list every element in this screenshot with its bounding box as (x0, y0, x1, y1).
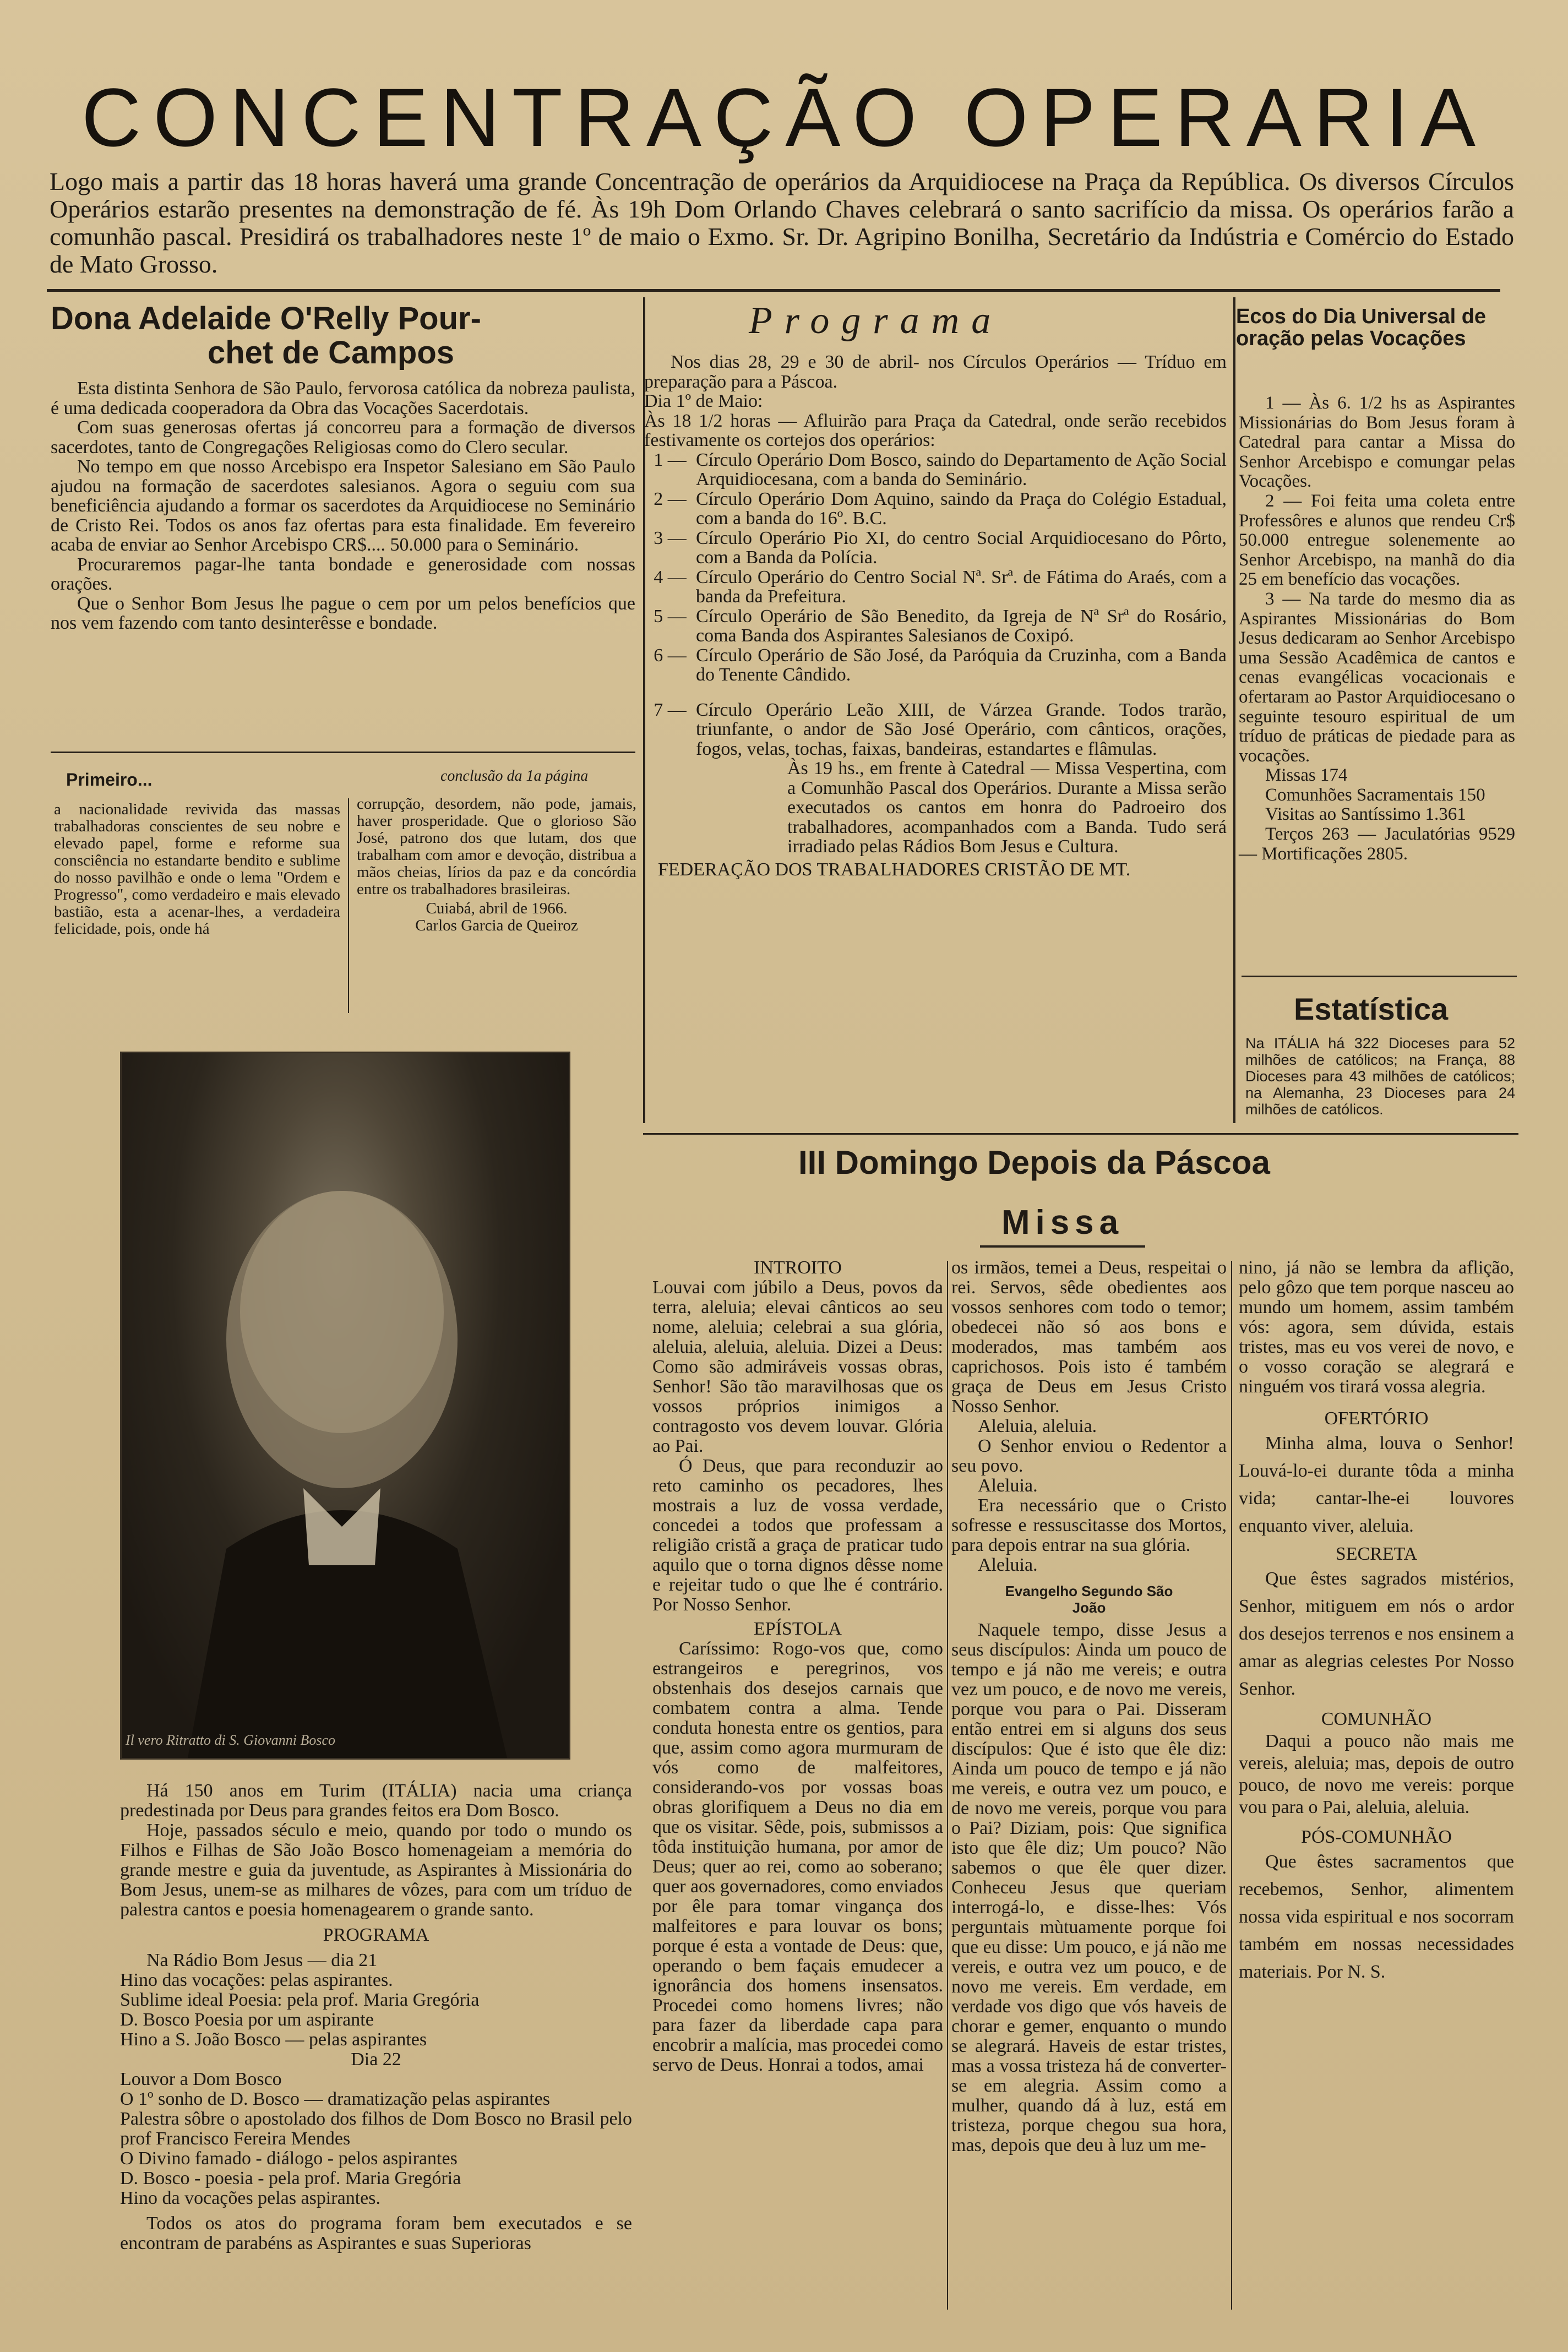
epistola-title: EPÍSTOLA (754, 1619, 842, 1639)
portrait-photo (120, 1052, 570, 1760)
dona-title-line2: chet de Campos (208, 335, 454, 371)
secreta-text: Que êstes sagrados mistérios, Senhor, mitiguem em nós o ardor dos desejos terrenos e nos ensinem a amar as alegrias celestes Por Nosso Senhor. (1239, 1569, 1514, 1699)
bosco-program-line: D. Bosco Poesia por um aspirante (120, 2010, 374, 2030)
missa-col3 (1239, 1258, 1514, 1986)
poscomunhao-title: PÓS-COMUNHÃO (1301, 1827, 1452, 1847)
bosco-program-title: PROGRAMA (323, 1925, 429, 1945)
ecos-item: 3 — Na tarde do mesmo dia as Aspirantes Missionárias do Bom Jesus dedicaram ao Senhor Arcebispo uma Sessão Acadêmica de cantos e cenas evangélicas vocacionais e ofertaram ao Pastor Arquidiocesano o seguinte tesouro espiritual de um tríduo de práticas de piedade para as vocações. (1239, 589, 1515, 766)
bosco-program-line: Hino das vocações: pelas aspirantes. (120, 1970, 393, 1990)
evangelho-text: Naquele tempo, disse Jesus a seus discípulos: Ainda um pouco de tempo e já não me vereis; e outra vez um pouco, e de novo me vereis, porque vou para o Pai. Disseram então entrei em si alguns dos seus discípulos: Que é isto que êle diz: Ainda um pouco de tempo e já não me vereis, e outra vez um pouco, e de novo me vereis, porque vou para o Pai? Diziam, pois: Que significa isto que êle diz; Um pouco? Não sabemos o que êle quer dizer. Conheceu Jesus que queriam interrogá-lo, e disse-lhes: Vós perguntais mùtuamente porque foi que eu disse: Um pouco, e já não me vereis, e outra vez um pouco, e de novo me vereis. Em verdade, em verdade vos digo que vós haveis de chorar e gemer, enquanto o mundo se alegrará. Haveis de estar tristes, mas a vossa tristeza há de converter-se em alegria. Assim como a mulher, quando dá à luz, está em tristeza, porque chegou sua hora, mas, depois que deu à luz um me- (951, 1620, 1227, 2155)
ecos-title: Ecos do Dia Universal de oração pelas Vocações (1236, 305, 1487, 350)
programa-item: 6 — Círculo Operário de São José, da Paróquia da Cruzinha, com a Banda do Tenente Cândido. (654, 645, 1227, 685)
intro-paragraph: Logo mais a partir das 18 horas haverá uma grande Concentração de operários da Arquidiocese na Praça da República. Os diversos Círculos Operários estarão presentes na demonstração de fé. Às 19h Dom Orlando Chaves celebrará o santo sacrifício da missa. Os operários farão a comunhão pascal. Presidirá os trabalhadores neste 1º de maio o Exmo. Sr. Dr. Agripino Bonilha, Secretário da Indústria e Comércio do Estado de Mato Grosso. (50, 167, 1514, 278)
poscomunhao-text: Que êstes sacramentos que recebemos, Senhor, alimentem nossa vida espiritual e nos socorram também em nossas necessidades materiais. Por N. S. (1239, 1852, 1514, 1982)
ecos-stat: Terços 263 — Jaculatórias 9529 — Mortificações 2805. (1239, 824, 1515, 864)
bosco-article (120, 1781, 632, 2253)
primeiro-author: Carlos Garcia de Queiroz (415, 917, 578, 934)
ecos-stat: Missas 174 (1265, 765, 1348, 786)
missa-divider-2 (1231, 1261, 1232, 2310)
programa-item: 4 — Círculo Operário do Centro Social Nª. Srª. de Fátima do Araés, com a banda da Prefeitura. (654, 567, 1227, 607)
ecos-item: 1 — Às 6. 1/2 hs as Aspirantes Missionárias do Bom Jesus foram à Catedral para cantar a Missa do Senhor Arcebispo e comungar pelas Vocações. (1239, 393, 1515, 492)
primeiro-divider (348, 798, 349, 1013)
domingo-title: III Domingo Depois da Páscoa (798, 1144, 1270, 1181)
dona-paragraph: Que o Senhor Bom Jesus lhe pague o cem por um pelos benefícios que nos vem fazendo com tanto desinterêsse e bondade. (51, 593, 635, 633)
aleluia: Aleluia. (978, 1476, 1038, 1496)
introito-text: Louvai com júbilo a Deus, povos da terra, aleluia; elevai cânticos ao seu nome, aleluia; celebrai a sua glória, aleluia, aleluia, aleluia. Dizei a Deus: Como são admiráveis vossas obras, Senhor! São tão maravilhosas que os vossos próprios inimigos a contragosto vos devem louvar. Glória ao Pai. (652, 1277, 943, 1456)
dona-paragraph: Procuraremos pagar-lhe tanta bondade e generosidade com nossas orações. (51, 554, 635, 594)
epistola-text: Caríssimo: Rogo-vos que, como estrangeiros e peregrinos, vos obstenhais dos desejos carnais que combatem contra a alma. Tende conduta honesta entre os gentios, para que, assim como agora murmuram de vós como de malfeitores, considerando-vos por vossas boas obras glorifiquem a Deus no dia em que os visitar. Sêde, pois, submissos a tôda instituição humana, por amor de Deus; quer ao rei, como ao soberano; quer aos governadores, como enviados por êle para tomar vingança dos malfeitores e para louvar os bons; porque é esta a vontade de Deus: que, operando o bem façais emudecer a ignorância dos homens insensatos. Procedei como homens livres; não para fazer da liberdade capa para encobrir a malícia, mas procedei como servo de Deus. Honrai a todos, amai (652, 1638, 943, 2075)
primeiro-place-date: Cuiabá, abril de 1966. (426, 900, 568, 917)
top-rule (47, 289, 1500, 292)
primeiro-right-block (357, 796, 636, 934)
aleluia: Aleluia, aleluia. (978, 1416, 1097, 1436)
ofertorio-title: OFERTÓRIO (1324, 1408, 1429, 1429)
programa-item: 3 — Círculo Operário Pio XI, do centro Social Arquidiocesano do Pôrto, com a Banda da Polícia. (654, 527, 1227, 568)
estatistica-text: Na ITÁLIA há 322 Dioceses para 52 milhões de católicos; na França, 88 Dioceses para 43 milhões de católicos; na Alemanha, 23 Dioceses para 24 milhões de católicos. (1245, 1035, 1515, 1118)
ecos-stat: Visitas ao Santíssimo 1.361 (1265, 804, 1466, 825)
oracao-text: Ó Deus, que para reconduzir ao reto caminho os pecadores, lhes mostrais a luz de vossa verdade, concedei a todos que professam a religião cristã a graça de praticar tudo aquilo que o torna dignos dêsse nome e rejeitar tudo o que lhe é contrário. Por Nosso Senhor. (652, 1456, 943, 1615)
programa-article (644, 352, 1227, 879)
ofertorio-text: Minha alma, louva o Senhor! Louvá-lo-ei durante tôda a minha vida; cantar-lhe-ei louvores enquanto viver, aleluia. (1239, 1433, 1514, 1536)
domingo-top-rule (643, 1133, 1518, 1135)
primeiro-conclusion-label: conclusão da 1a página (440, 767, 589, 785)
bosco-program-line: Louvor a Dom Bosco (120, 2069, 282, 2089)
comunhao-title: COMUNHÃO (1321, 1709, 1432, 1729)
bosco-program-line: Dia 22 (351, 2049, 401, 2070)
bosco-closing: Todos os atos do programa foram bem executados e se encontram de parabéns as Aspirantes e suas Superioras (120, 2213, 632, 2253)
missa-col2-text: os irmãos, temei a Deus, respeitai o rei. Servos, sêde obedientes aos vossos senhores com todo o temor; obedecei não só aos bons e moderados, mas também aos caprichosos. Pois isto é também graça de Deus em Jesus Cristo Nosso Senhor. (951, 1257, 1227, 1417)
bosco-program-line: Sublime ideal Poesia: pela prof. Maria Gregória (120, 1990, 480, 2010)
ecos-article (1239, 394, 1515, 864)
missa-col2-text: Era necessário que o Cristo sofresse e ressuscitasse dos Mortos, para depois entrar na sua glória. (951, 1495, 1227, 1555)
bosco-program-line: Hino a S. João Bosco — pelas aspirantes (120, 2029, 427, 2050)
programa-closing: Às 19 hs., em frente à Catedral — Missa Vespertina, com a Comunhão Pascal dos Operários. Durante a Missa serão executados os cantos em honra do Padroeiro dos trabalhadores, acompanhados com a Banda. Tudo será irradiado pelas Rádios Bom Jesus e Cultura. (787, 758, 1227, 857)
programa-line: Às 18 1/2 horas — Afluirão para Praça da Catedral, onde serão recebidos festivamente os cortejos dos operários: (644, 410, 1227, 450)
comunhao-text: Daqui a pouco não mais me vereis, aleluia; mas, depois de outro pouco, de novo me vereis: porque vou para o Pai, aleluia, aleluia. (1239, 1731, 1514, 1817)
missa-title: Missa (1001, 1204, 1124, 1242)
missa-divider-1 (947, 1261, 948, 2310)
bosco-program-line: O Divino famado - diálogo - pelos aspirantes (120, 2148, 458, 2169)
dona-paragraph: Com suas generosas ofertas já concorreu para a formação de diversos sacerdotes, tanto de Congregações Religiosas como do Clero secular. (51, 417, 635, 458)
ecos-stat: Comunhões Sacramentais 150 (1265, 785, 1485, 805)
bosco-program-line: Palestra sôbre o apostolado dos filhos de Dom Bosco no Brasil pelo prof Francisco Fereira Mendes (120, 2109, 632, 2149)
evangelho-title: Evangelho Segundo São João (1005, 1583, 1173, 1616)
bosco-paragraph: Hoje, passados século e meio, quando por todo o mundo os Filhos e Filhas de São João Bosco homenageiam a memória do grande mestre e guia da juventude, as Aspirantes à Missionária do Bom Jesus, unem-se as milhares de vôzes, para com um tríduo de palestra cantos e poesia homenagearem o grande santo. (120, 1820, 632, 1920)
divider-right (1233, 297, 1235, 1123)
banner-headline: CONCENTRAÇÃO OPERARIA (81, 71, 1488, 164)
missa-col2-text: O Senhor enviou o Redentor a seu povo. (951, 1436, 1227, 1476)
missa-col1 (652, 1258, 943, 2075)
dona-headline (51, 302, 640, 370)
programa-line: Dia 1º de Maio: (644, 391, 763, 411)
primeiro-left-text: a nacionalidade revivida das massas trabalhadoras conscientes de seu nobre e elevado papel, forme e reforme sua consciência no estandarte bendito e sublime do nosso pavilhão e onde o lema "Ordem e Progresso", como verdadeiro e mais elevado bastião, esta a acenar-lhes, a verdadeira felicidade, pois, onde há (54, 801, 340, 938)
bosco-program-line: Hino da vocações pelas aspirantes. (120, 2188, 380, 2208)
estatistica-top-rule (1242, 976, 1517, 977)
secreta-title: SECRETA (1335, 1544, 1418, 1564)
missa-col3-text: nino, já não se lembra da aflição, pelo gôzo que tem porque nasceu ao mundo um homem, assim também vós: agora, sem dúvida, estais tristes, mas eu vos verei de novo, e o vosso coração se alegrará e ninguém vos tirará vossa alegria. (1239, 1257, 1514, 1397)
programa-item: 7 — Círculo Operário Leão XIII, de Várzea Grande. Todos trarão, triunfante, o andor de São José Operário, com cânticos, orações, fogos, velas, tochas, faixas, bandeiras, estandartes e flâmulas. (654, 699, 1227, 759)
programa-item: 1 — Círculo Operário Dom Bosco, saindo do Departamento de Ação Social Arquidiocesana, com a banda do Seminário. (654, 449, 1227, 489)
dona-bottom-rule (51, 752, 635, 753)
primeiro-label: Primeiro... (66, 770, 153, 790)
ecos-item: 2 — Foi feita uma coleta entre Professôres e alunos que rendeu Cr$ 50.000 entregue solenemente ao Senhor Arcebispo, na manhã do dia 25 em benefício das vocações. (1239, 491, 1515, 590)
programa-line: Nos dias 28, 29 e 30 de abril- nos Círculos Operários — Tríduo em preparação para a Páscoa. (644, 352, 1227, 392)
portrait-figure (122, 1053, 569, 1758)
dona-article (51, 379, 635, 633)
missa-underline (980, 1245, 1145, 1248)
bosco-paragraph: Há 150 anos em Turim (ITÁLIA) nacia uma criança predestinada por Deus para grandes feitos era Dom Bosco. (120, 1781, 632, 1821)
dona-title-line1: Dona Adelaide O'Relly Pour- (51, 301, 481, 336)
introito-title: INTROITO (754, 1257, 842, 1278)
missa-col2 (951, 1258, 1227, 2155)
primeiro-right-text: corrupção, desordem, não pode, jamais, haver prosperidade. Que o glorioso São José, patrono dos que lutam, dos que trabalham com amor e devoção, distribua a mãos cheias, lírios da paz e da concórdia entre os trabalhadores brasileiras. (357, 795, 636, 898)
dona-paragraph: Esta distinta Senhora de São Paulo, fervorosa católica da nobreza paulista, é uma dedicada cooperadora da Obra das Vocações Sacerdotais. (51, 378, 635, 418)
bosco-program-line: O 1º sonho de D. Bosco — dramatização pelas aspirantes (120, 2089, 550, 2109)
bosco-program-line: Na Rádio Bom Jesus — dia 21 (146, 1950, 378, 1970)
estatistica-title: Estatística (1294, 992, 1449, 1026)
programa-item: 2 — Círculo Operário Dom Aquino, saindo da Praça do Colégio Estadual, com a banda do 16º. B.C. (654, 488, 1227, 529)
programa-item: 5 — Círculo Operário de São Benedito, da Igreja de Nª Srª do Rosário, coma Banda dos Aspirantes Salesianos de Coxipó. (654, 606, 1227, 646)
dona-paragraph: No tempo em que nosso Arcebispo era Inspetor Salesiano em São Paulo ajudou na formação de sacerdotes salesianos. Agora o seguiu com sua beneficiência ajudando a formar os sacerdotes da Arquidiocese no Seminário de Cristo Rei. Todos os anos faz ofertas para esta finalidade. Em fevereiro acaba de enviar ao Senhor Arcebispo CR$.... 50.000 para o Seminário. (51, 456, 635, 555)
bosco-program-line: D. Bosco - poesia - pela prof. Maria Gregória (120, 2168, 461, 2188)
aleluia: Aleluia. (978, 1555, 1038, 1575)
programa-title: Programa (749, 300, 1003, 342)
programa-signature: FEDERAÇÃO DOS TRABALHADORES CRISTÃO DE MT. (658, 859, 1131, 880)
photo-caption: Il vero Ritratto di S. Giovanni Bosco (126, 1732, 336, 1748)
